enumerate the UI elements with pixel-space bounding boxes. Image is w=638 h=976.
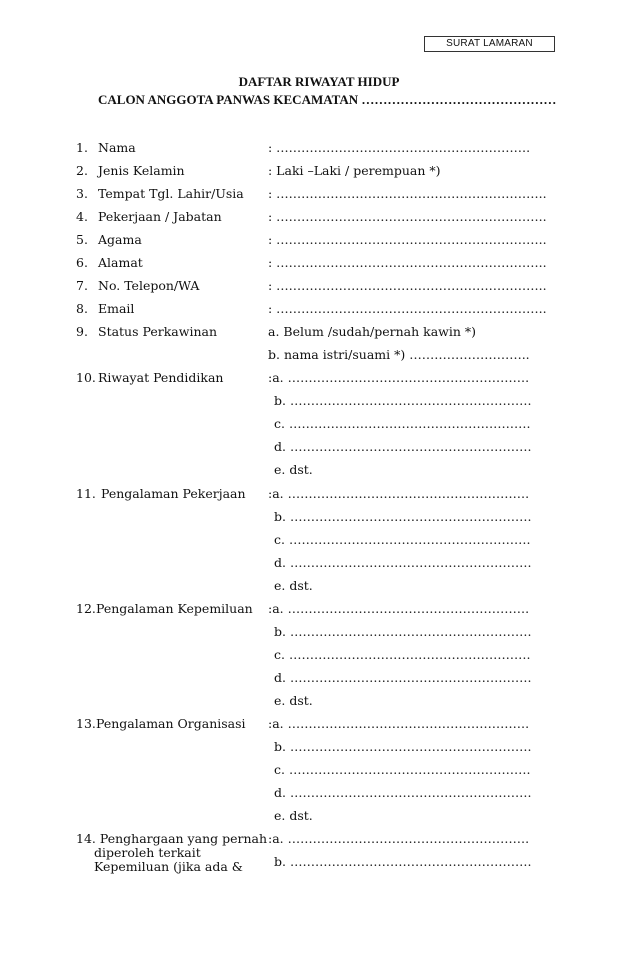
section-first-item: :a. …………………………………………………. (268, 601, 530, 616)
field-label: Nama (98, 140, 136, 155)
document-subtitle: CALON ANGGOTA PANWAS KECAMATAN ……………………………………… (98, 92, 557, 107)
field-value: : ……………………………………………………….. (268, 278, 547, 293)
section-first-item: :a. …………………………………………………. (268, 486, 530, 501)
field-label: Tempat Tgl. Lahir/Usia (98, 186, 244, 201)
field-value: : Laki –Laki / perempuan *) (268, 163, 441, 178)
field-number: 8. (76, 301, 88, 316)
field-value: : ……………………………………………………….. (268, 209, 547, 224)
field-value: : ……………………………………………………. (268, 140, 531, 155)
field-number: 6. (76, 255, 88, 270)
section-first-item: :a. …………………………………………………. (268, 831, 530, 846)
field-label: Jenis Kelamin (98, 163, 185, 178)
section-label-continued: Kepemiluan (jika ada & (94, 859, 243, 874)
field-label: Agama (98, 232, 142, 247)
section-number: 11. (76, 486, 96, 501)
field-label: Status Perkawinan (98, 324, 218, 339)
section-label: Pengalaman Kepemiluan (96, 601, 253, 616)
field-number: 1. (76, 140, 88, 155)
field-number: 3. (76, 186, 88, 201)
section-label: 14. Penghargaan yang pernah (76, 831, 268, 846)
section-label: Riwayat Pendidikan (98, 370, 224, 385)
field-value: b. nama istri/suami *) ……………………….. (268, 347, 530, 362)
field-number: 4. (76, 209, 88, 224)
field-label: Email (98, 301, 135, 316)
field-value: a. Belum /sudah/pernah kawin *) (268, 324, 477, 339)
section-number: 10. (76, 370, 96, 385)
section-number: 13. (76, 716, 96, 731)
field-number: 5. (76, 232, 88, 247)
field-label: Pekerjaan / Jabatan (98, 209, 222, 224)
section-label: Pengalaman Organisasi (96, 716, 246, 731)
field-value: : ……………………………………………………….. (268, 255, 547, 270)
field-value: : ……………………………………………………….. (268, 232, 547, 247)
section-label: Pengalaman Pekerjaan (101, 486, 246, 501)
field-value: : ……………………………………………………….. (268, 186, 547, 201)
field-value: : ……………………………………………………….. (268, 301, 547, 316)
section-label-continued: diperoleh terkait (94, 845, 201, 860)
document-title: DAFTAR RIWAYAT HIDUP (238, 74, 400, 89)
section-first-item: :a. …………………………………………………. (268, 370, 530, 385)
section-first-item: :a. …………………………………………………. (268, 716, 530, 731)
field-label: No. Telepon/WA (98, 278, 200, 293)
field-label: Alamat (98, 255, 143, 270)
field-number: 7. (76, 278, 88, 293)
field-number: 9. (76, 324, 88, 339)
field-number: 2. (76, 163, 88, 178)
section-number: 12. (76, 601, 96, 616)
surat-lamaran-label: SURAT LAMARAN (424, 36, 555, 52)
